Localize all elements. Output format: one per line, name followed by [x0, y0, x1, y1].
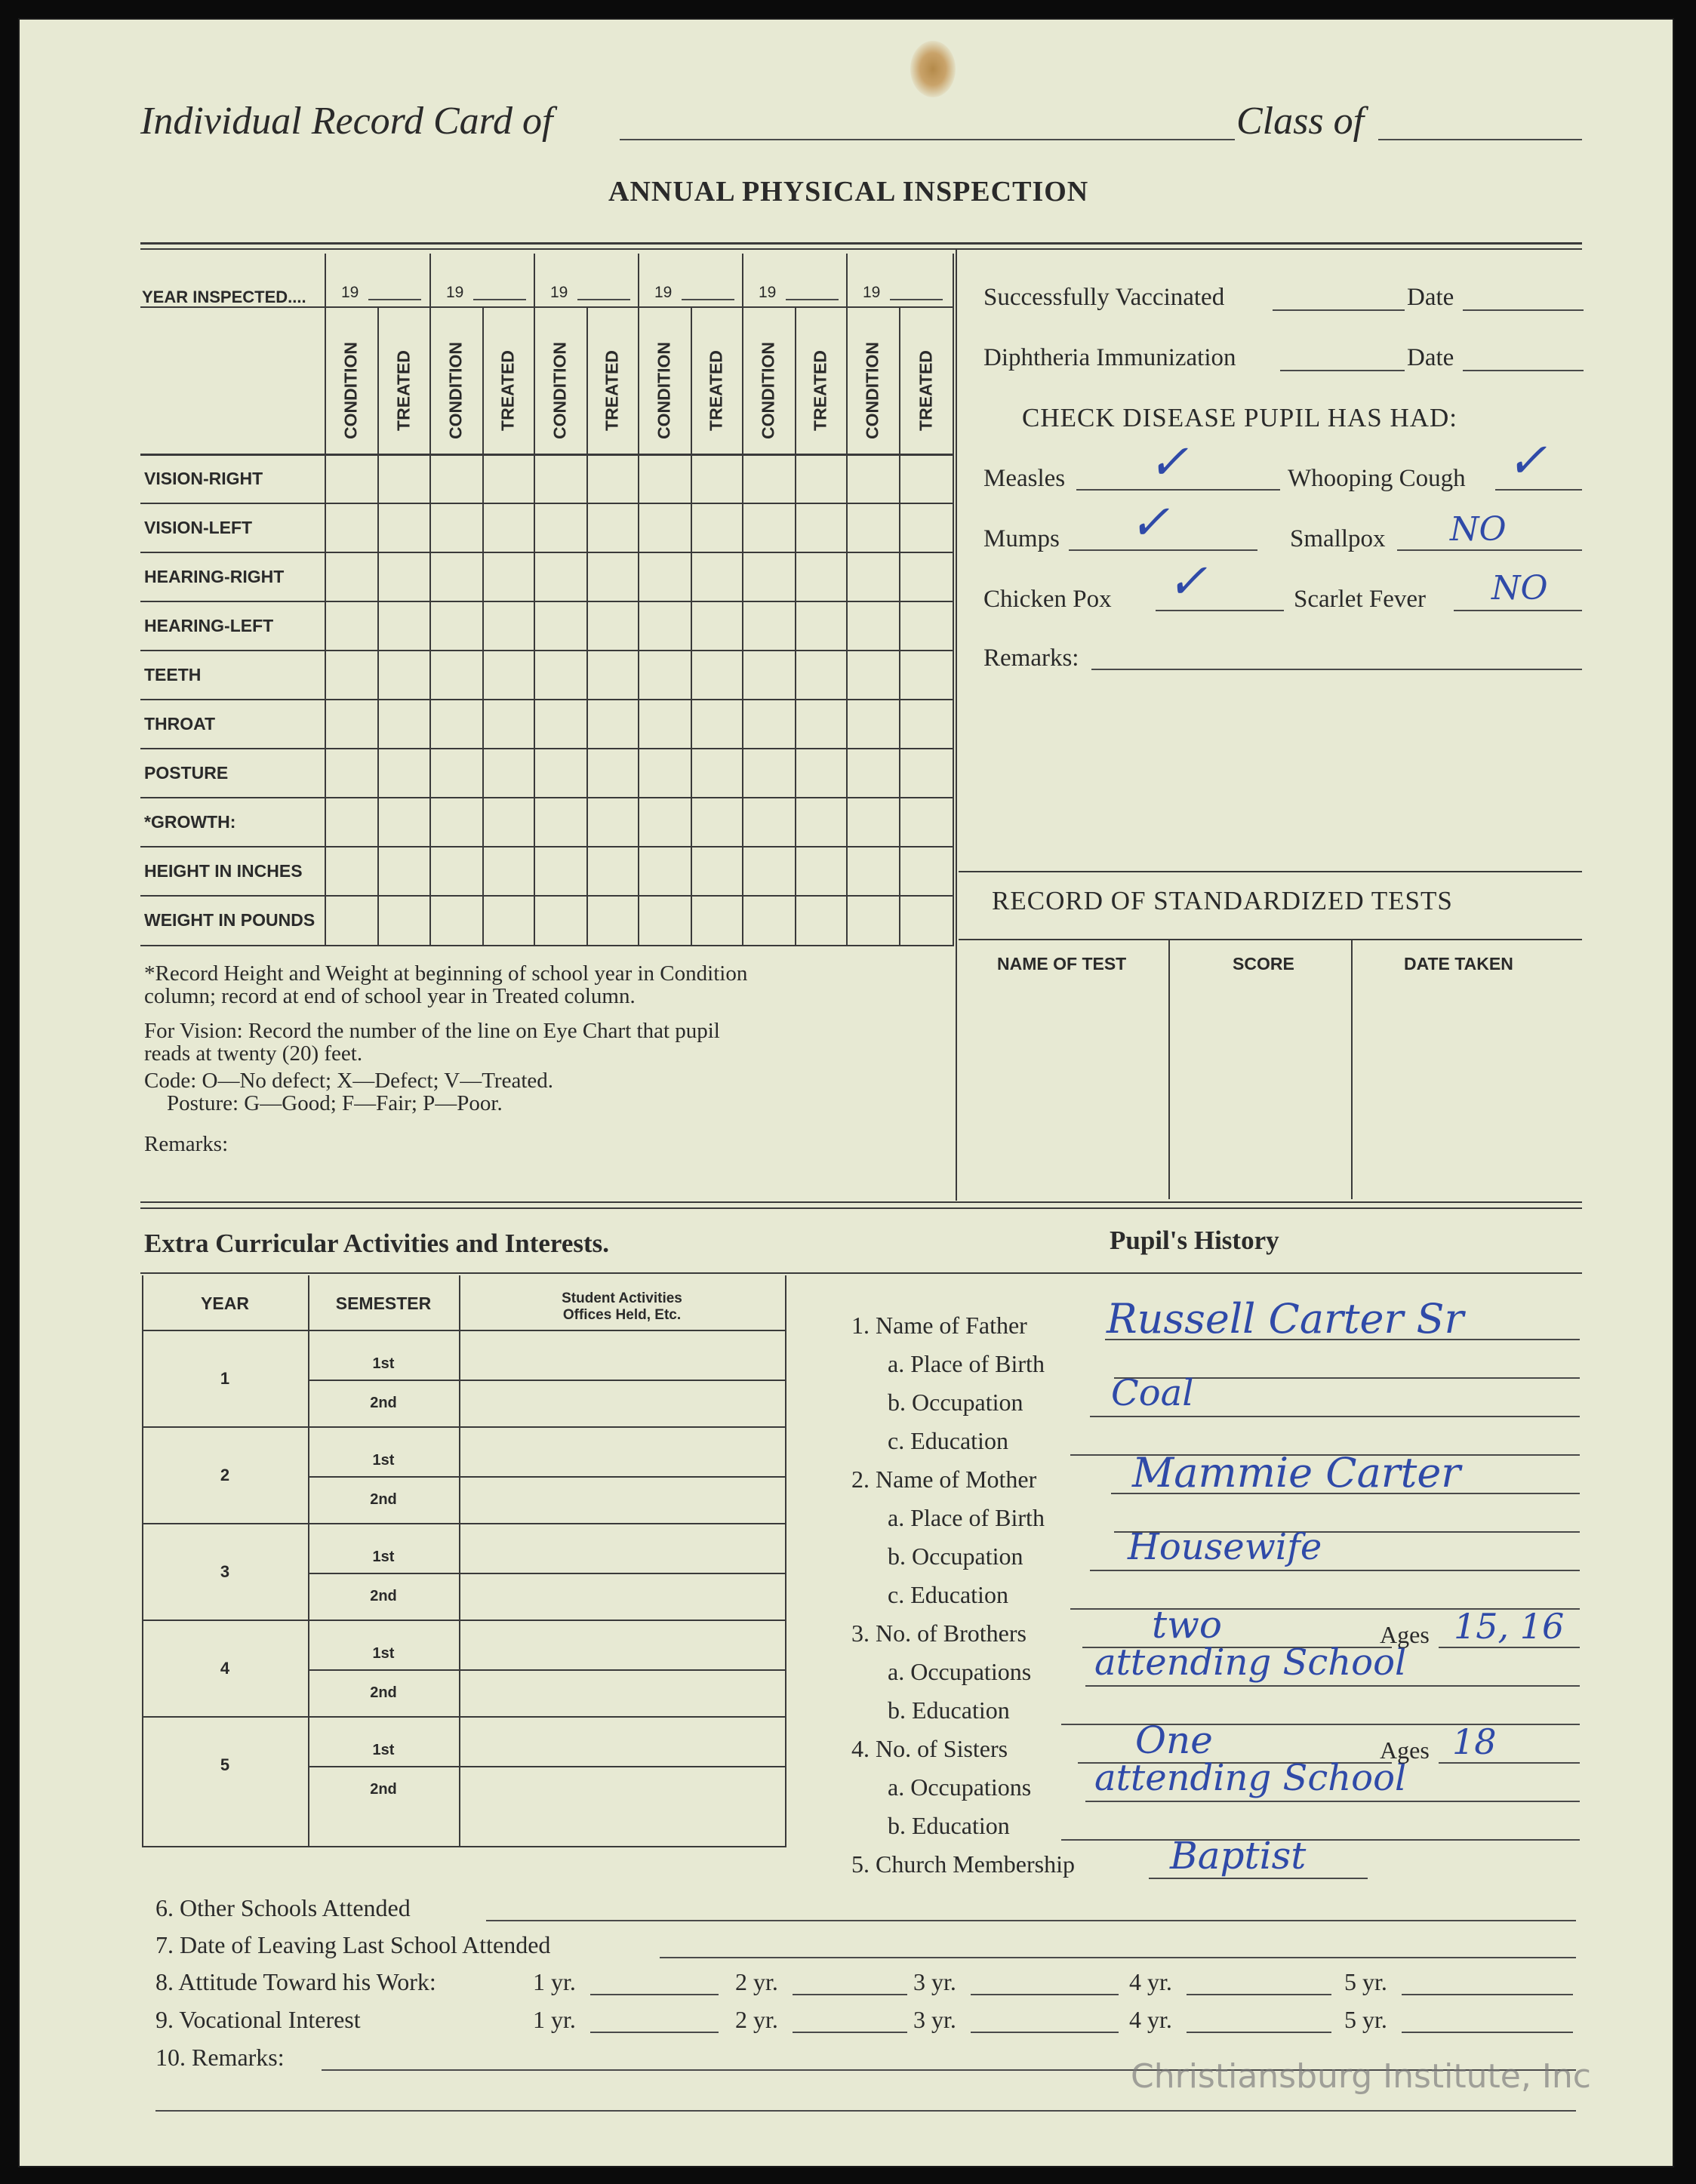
year-blank	[473, 299, 526, 300]
act-year-rule	[142, 1523, 786, 1524]
brothers-occupations: a. Occupations	[888, 1658, 1032, 1685]
condition-header: CONDITION	[758, 341, 778, 440]
act-year-rule	[142, 1426, 786, 1428]
act-second: 2nd	[370, 1588, 397, 1604]
church-label-line	[1149, 1878, 1368, 1879]
grid-vline	[377, 306, 379, 945]
act-second: 2nd	[370, 1684, 397, 1701]
ages-label: Ages	[1380, 1621, 1430, 1648]
row-rule	[140, 552, 954, 553]
act-sem-rule	[308, 1380, 785, 1381]
ages-value: 15, 16	[1454, 1606, 1565, 1647]
tests-col-1	[1168, 939, 1170, 1199]
act-col-offices: Offices Held, Etc.	[562, 1307, 682, 1323]
attitude-yr1: 1 yr.	[533, 1968, 576, 1995]
attitude-yr5-line	[1402, 1994, 1573, 1995]
church-label-value: Baptist	[1170, 1834, 1307, 1878]
smallpox-value: NO	[1450, 510, 1507, 549]
row-label: HEARING-LEFT	[144, 616, 274, 635]
vocational-interest-yr2: 2 yr.	[735, 2006, 778, 2033]
father-occupation-value: Coal	[1111, 1372, 1194, 1414]
year-prefix: 19	[446, 284, 464, 301]
brothers-education: b. Education	[888, 1696, 1010, 1724]
mother-label-value: Mammie Carter	[1132, 1449, 1461, 1497]
tests-rule-top	[959, 871, 1582, 872]
act-first: 1st	[372, 1452, 395, 1469]
row-rule	[140, 503, 954, 504]
vocational-interest: 9. Vocational Interest	[155, 2006, 361, 2033]
act-border-right	[785, 1275, 786, 1847]
date-label-1: Date	[1407, 284, 1454, 311]
act-first: 1st	[372, 1645, 395, 1662]
grid-vline	[899, 306, 900, 945]
class-of-label: Class of	[1236, 100, 1365, 143]
sisters-occupations-value: attending School	[1094, 1757, 1407, 1799]
treated-header: TREATED	[497, 350, 518, 431]
row-label: TEETH	[144, 665, 202, 684]
father-occupation: b. Occupation	[888, 1389, 1023, 1416]
vaccinated-label: Successfully Vaccinated	[983, 284, 1225, 311]
row-rule	[140, 945, 954, 946]
vocational-interest-yr4-line	[1187, 2032, 1331, 2033]
mother-education: c. Education	[888, 1581, 1008, 1608]
whooping-check: ✓	[1507, 433, 1547, 489]
mother-occupation-line	[1090, 1570, 1580, 1571]
top-rule-2	[140, 248, 1582, 250]
scarlet-value: NO	[1491, 569, 1548, 608]
row-rule	[140, 797, 954, 798]
note-growth: *Record Height and Weight at beginning of school year in Condition	[144, 961, 748, 986]
act-col-activities: Student Activities	[562, 1290, 682, 1306]
act-col-semester: SEMESTER	[335, 1293, 432, 1313]
row-label: WEIGHT IN POUNDS	[144, 910, 315, 930]
grid-vline	[586, 306, 588, 945]
year-blank	[577, 299, 630, 300]
measles-label: Measles	[983, 465, 1066, 492]
year-blank	[682, 299, 734, 300]
row-rule	[140, 650, 954, 651]
treated-header: TREATED	[810, 350, 830, 431]
stain	[910, 41, 956, 97]
posture-code: Posture: G—Good; F—Fair; P—Poor.	[167, 1091, 503, 1115]
last-line	[155, 2110, 1576, 2112]
grid-vline	[429, 254, 431, 945]
act-second: 2nd	[370, 1491, 397, 1508]
act-second: 2nd	[370, 1781, 397, 1798]
header-rule	[140, 454, 954, 456]
grid-vline	[953, 254, 954, 945]
physical-remarks: Remarks:	[144, 1132, 229, 1156]
attitude-yr4-line	[1187, 1994, 1331, 1995]
ages-line	[1439, 1647, 1580, 1648]
row-label: VISION-LEFT	[144, 518, 253, 537]
attitude-yr4: 4 yr.	[1129, 1968, 1172, 1995]
father-occupation-line	[1090, 1416, 1580, 1417]
whooping-line	[1495, 489, 1582, 491]
other-schools: 6. Other Schools Attended	[155, 1894, 411, 1921]
date-leaving-line	[660, 1957, 1576, 1958]
sisters-label: 4. No. of Sisters	[851, 1735, 1008, 1762]
act-year-rule	[142, 1716, 786, 1718]
ages-label: Ages	[1380, 1736, 1430, 1764]
brothers-occupations-line	[1085, 1685, 1580, 1687]
note-growth-2: column; record at end of school year in Treated column.	[144, 984, 636, 1008]
attitude-yr3: 3 yr.	[913, 1968, 956, 1995]
act-header-rule	[142, 1330, 786, 1331]
row-rule	[140, 699, 954, 700]
act-first: 1st	[372, 1355, 395, 1372]
smallpox-line	[1397, 549, 1582, 551]
vocational-interest-yr2-line	[793, 2032, 907, 2033]
vaccinated-line	[1273, 309, 1405, 311]
watermark: Christiansburg Institute, Inc	[1131, 2057, 1591, 2096]
attitude-yr2-line	[793, 1994, 907, 1995]
vocational-interest-yr3-line	[971, 2032, 1119, 2033]
year-blank	[786, 299, 839, 300]
check-disease-title: CHECK DISEASE PUPIL HAS HAD:	[1022, 403, 1458, 432]
vocational-interest-yr5: 5 yr.	[1344, 2006, 1387, 2033]
attitude-yr5: 5 yr.	[1344, 1968, 1387, 1995]
year-blank	[890, 299, 943, 300]
measles-check: ✓	[1148, 435, 1189, 491]
row-rule	[140, 846, 954, 847]
act-first: 1st	[372, 1549, 395, 1565]
act-year: 3	[220, 1562, 230, 1581]
year-inspected-label: YEAR INSPECTED....	[142, 288, 306, 306]
row-label: VISION-RIGHT	[144, 469, 263, 488]
date-line-2	[1463, 370, 1584, 371]
divider	[956, 250, 957, 1201]
condition-header: CONDITION	[654, 341, 674, 440]
brothers-occupations-value: attending School	[1094, 1641, 1407, 1684]
grid-vline	[482, 306, 484, 945]
year-prefix: 19	[654, 284, 673, 301]
date-label-2: Date	[1407, 344, 1454, 371]
tests-rule-bottom	[959, 939, 1582, 940]
class-line	[1378, 139, 1582, 140]
grid-vline	[795, 306, 796, 945]
mid-rule	[140, 1201, 1582, 1203]
act-sem-rule	[308, 1669, 785, 1671]
mid-rule-2	[140, 1207, 1582, 1209]
row-rule	[140, 601, 954, 602]
treated-header: TREATED	[916, 350, 935, 431]
act-year-rule	[142, 1620, 786, 1621]
act-first: 1st	[372, 1742, 395, 1758]
page-title: ANNUAL PHYSICAL INSPECTION	[608, 176, 1089, 208]
scarlet-line	[1454, 610, 1582, 611]
tests-col-name: NAME OF TEST	[997, 954, 1127, 974]
attitude: 8. Attitude Toward his Work:	[155, 1968, 436, 1995]
note-vision: For Vision: Record the number of the line on Eye Chart that pupil	[144, 1019, 720, 1043]
row-rule	[140, 748, 954, 749]
act-sem-rule	[308, 1476, 785, 1478]
act-year: 4	[220, 1659, 230, 1678]
vocational-interest-yr1: 1 yr.	[533, 2006, 576, 2033]
attitude-yr1-line	[590, 1994, 719, 1995]
top-rule	[140, 242, 1582, 245]
mumps-check: ✓	[1129, 495, 1170, 551]
condition-header: CONDITION	[549, 341, 570, 440]
attitude-yr2: 2 yr.	[735, 1968, 778, 1995]
grid-vline	[846, 254, 848, 945]
year-prefix: 19	[550, 284, 568, 301]
father-birth: a. Place of Birth	[888, 1350, 1045, 1377]
brothers-label-value: two	[1152, 1603, 1222, 1647]
act-year: 1	[220, 1369, 230, 1388]
mother-label: 2. Name of Mother	[851, 1466, 1037, 1493]
act-col-2	[459, 1275, 460, 1847]
sisters-occupations-line	[1085, 1801, 1580, 1802]
card-of-label: Individual Record Card of	[140, 100, 553, 143]
row-label: HEIGHT IN INCHES	[144, 861, 303, 881]
father-label-value: Russell Carter Sr	[1107, 1295, 1464, 1343]
vocational-interest-yr4: 4 yr.	[1129, 2006, 1172, 2033]
smallpox-label: Smallpox	[1290, 525, 1386, 552]
father-label: 1. Name of Father	[851, 1312, 1027, 1339]
grid-vline	[691, 306, 692, 945]
ages-value: 18	[1452, 1721, 1497, 1762]
condition-header: CONDITION	[445, 341, 466, 440]
treated-header: TREATED	[602, 350, 622, 431]
immunization-remarks-line	[1091, 669, 1582, 670]
act-second: 2nd	[370, 1395, 397, 1411]
grid-vline	[534, 254, 535, 945]
vocational-interest-yr1-line	[590, 2032, 719, 2033]
activities-title-rule	[140, 1272, 1582, 1274]
mother-occupation: b. Occupation	[888, 1543, 1023, 1570]
chickenpox-label: Chicken Pox	[983, 586, 1112, 613]
sisters-occupations: a. Occupations	[888, 1773, 1032, 1801]
year-prefix: 19	[759, 284, 777, 301]
row-label: *GROWTH:	[144, 812, 236, 832]
act-sem-rule	[308, 1573, 785, 1574]
row-label: THROAT	[144, 714, 216, 734]
treated-header: TREATED	[393, 350, 413, 431]
vocational-interest-yr3: 3 yr.	[913, 2006, 956, 2033]
grid-vline	[742, 254, 743, 945]
name-line	[620, 139, 1235, 140]
act-sem-rule	[308, 1766, 785, 1767]
history-title: Pupil's History	[1110, 1226, 1279, 1255]
vocational-interest-yr5-line	[1402, 2032, 1573, 2033]
bottom-remarks: 10. Remarks:	[155, 2044, 285, 2071]
record-card	[20, 20, 1673, 2166]
diphtheria-label: Diphtheria Immunization	[983, 344, 1236, 371]
act-col-year: YEAR	[201, 1293, 249, 1313]
date-leaving: 7. Date of Leaving Last School Attended	[155, 1931, 551, 1958]
mother-occupation-value: Housewife	[1128, 1526, 1322, 1568]
tests-col-date: DATE TAKEN	[1404, 954, 1513, 974]
act-bottom-rule	[142, 1846, 786, 1847]
row-label: POSTURE	[144, 763, 229, 783]
mother-birth: a. Place of Birth	[888, 1504, 1045, 1531]
immunization-remarks: Remarks:	[983, 644, 1079, 672]
ages-line	[1439, 1762, 1580, 1764]
year-row-rule	[140, 306, 954, 308]
act-year: 5	[220, 1755, 230, 1774]
year-prefix: 19	[341, 284, 359, 301]
diphtheria-line	[1280, 370, 1405, 371]
year-prefix: 19	[863, 284, 881, 301]
sisters-education: b. Education	[888, 1812, 1010, 1839]
grid-vline	[638, 254, 639, 945]
grid-vline	[325, 254, 326, 945]
row-rule	[140, 895, 954, 897]
date-line-1	[1463, 309, 1584, 311]
chickenpox-check: ✓	[1167, 554, 1208, 610]
activities-title: Extra Curricular Activities and Interests.	[144, 1229, 610, 1258]
brothers-label: 3. No. of Brothers	[851, 1620, 1027, 1647]
row-label: HEARING-RIGHT	[144, 567, 285, 586]
condition-header: CONDITION	[862, 341, 882, 440]
act-year: 2	[220, 1466, 230, 1484]
condition-header: CONDITION	[340, 341, 361, 440]
mumps-label: Mumps	[983, 525, 1060, 552]
sisters-label-value: One	[1135, 1718, 1213, 1762]
tests-title: RECORD OF STANDARDIZED TESTS	[992, 886, 1453, 915]
church-label: 5. Church Membership	[851, 1850, 1075, 1878]
attitude-yr3-line	[971, 1994, 1119, 1995]
chickenpox-line	[1156, 610, 1284, 611]
treated-header: TREATED	[706, 350, 726, 431]
other-schools-line	[486, 1920, 1576, 1921]
code-line: Code: O—No defect; X—Defect; V—Treated.	[144, 1069, 554, 1093]
father-education: c. Education	[888, 1427, 1008, 1454]
sisters-education-line	[1061, 1839, 1580, 1841]
year-blank	[368, 299, 421, 300]
scarlet-label: Scarlet Fever	[1294, 586, 1427, 613]
note-vision-2: reads at twenty (20) feet.	[144, 1041, 363, 1066]
tests-col-2	[1351, 939, 1353, 1199]
tests-col-score: SCORE	[1233, 954, 1294, 974]
whooping-label: Whooping Cough	[1288, 465, 1466, 492]
